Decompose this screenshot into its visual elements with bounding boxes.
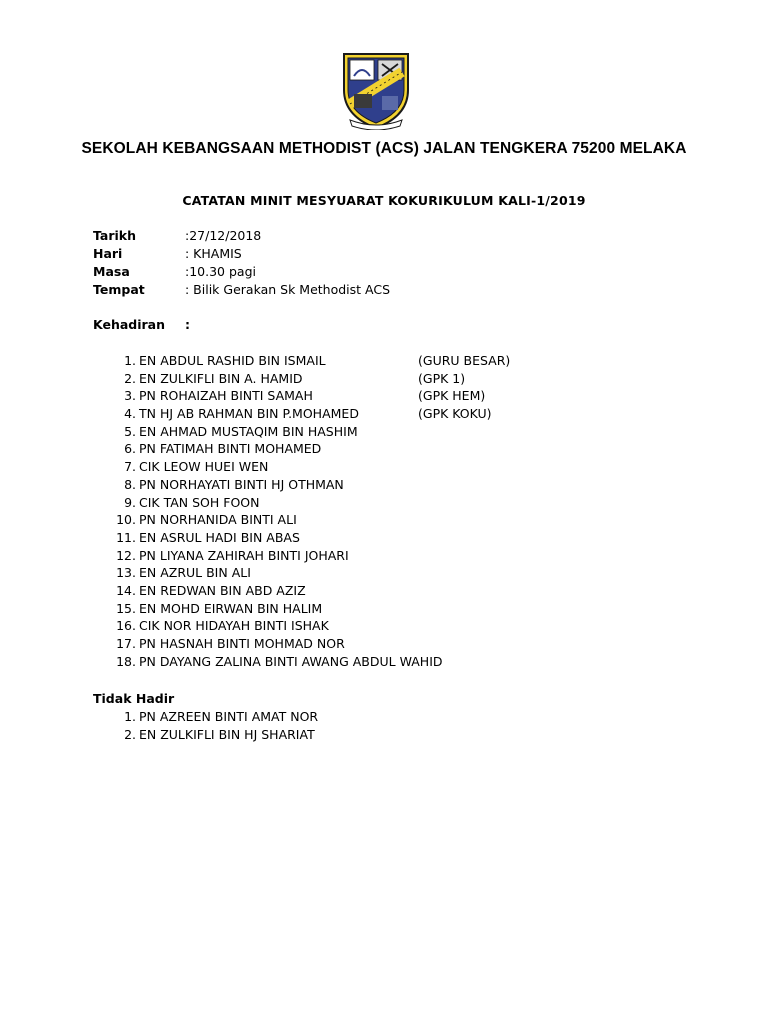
attendee-role: (GPK KOKU) <box>418 406 492 422</box>
item-number: 16. <box>116 618 136 634</box>
attendee-name: EN ASRUL HADI BIN ABAS <box>139 529 300 545</box>
item-number: 2. <box>124 726 136 742</box>
attendee-name: PN HASNAH BINTI MOHMAD NOR <box>139 636 345 651</box>
minutes-title: CATATAN MINIT MESYUARAT KOKURIKULUM KALI-1/2019 <box>182 193 586 208</box>
item-number: 1. <box>124 709 136 724</box>
attendance-colon: : <box>185 317 190 332</box>
attendee-name: EN AHMAD MUSTAQIM BIN HASHIM <box>139 423 358 439</box>
attendee-role: (GPK 1) <box>418 370 466 386</box>
attendance-label: Kehadiran <box>93 317 166 332</box>
item-number: 11. <box>116 529 136 545</box>
attendee-name: PN NORHAYATI BINTI HJ OTHMAN <box>139 476 344 492</box>
item-number: 8. <box>124 476 136 492</box>
attendee-name: CIK NOR HIDAYAH BINTI ISHAK <box>139 618 329 634</box>
absentee-name: EN ZULKIFLI BIN HJ SHARIAT <box>139 726 315 742</box>
attendee-name: TN HJ AB RAHMAN BIN P.MOHAMED <box>139 406 359 422</box>
item-number: 6. <box>124 441 136 457</box>
item-number: 4. <box>124 406 136 422</box>
school-crest-icon <box>340 50 412 130</box>
absent-heading: Tidak Hadir <box>93 691 175 706</box>
meta-value: : Bilik Gerakan Sk Methodist ACS <box>185 282 391 297</box>
attendee-name: EN MOHD EIRWAN BIN HALIM <box>139 600 323 616</box>
item-number: 17. <box>116 636 136 651</box>
attendee-name: PN FATIMAH BINTI MOHAMED <box>139 441 322 457</box>
meta-label: Tempat <box>93 282 145 297</box>
item-number: 7. <box>124 459 136 475</box>
attendee-name: CIK LEOW HUEI WEN <box>139 459 269 475</box>
attendee-role: (GPK HEM) <box>418 388 486 404</box>
item-number: 3. <box>124 388 136 404</box>
item-number: 12. <box>116 547 136 563</box>
item-number: 5. <box>124 423 136 439</box>
meta-label: Tarikh <box>93 228 137 243</box>
meta-value: :27/12/2018 <box>185 228 262 243</box>
meta-value: : KHAMIS <box>185 246 242 261</box>
attendee-role: (GURU BESAR) <box>418 353 511 368</box>
item-number: 18. <box>116 653 136 669</box>
item-number: 1. <box>124 353 136 368</box>
attendee-name: CIK TAN SOH FOON <box>139 494 260 510</box>
school-name: SEKOLAH KEBANGSAAN METHODIST (ACS) JALAN TENGKERA 75200 MELAKA <box>81 140 687 157</box>
item-number: 14. <box>116 582 136 598</box>
attendee-name: EN ZULKIFLI BIN A. HAMID <box>139 370 303 386</box>
attendee-name: PN DAYANG ZALINA BINTI AWANG ABDUL WAHID <box>139 653 443 669</box>
meta-value: :10.30 pagi <box>185 264 256 279</box>
meta-label: Hari <box>93 246 123 261</box>
attendee-name: PN NORHANIDA BINTI ALI <box>139 512 297 528</box>
item-number: 15. <box>116 600 136 616</box>
attendance-heading <box>93 317 190 332</box>
item-number: 10. <box>116 512 136 528</box>
attendee-name: EN AZRUL BIN ALI <box>139 565 251 581</box>
item-number: 2. <box>124 370 136 386</box>
item-number: 13. <box>116 565 136 581</box>
attendee-name: PN LIYANA ZAHIRAH BINTI JOHARI <box>139 547 349 563</box>
attendee-name: EN REDWAN BIN ABD AZIZ <box>139 582 306 598</box>
attendee-name: EN ABDUL RASHID BIN ISMAIL <box>139 353 326 368</box>
absentee-name: PN AZREEN BINTI AMAT NOR <box>139 709 319 724</box>
item-number: 9. <box>124 494 136 510</box>
meta-label: Masa <box>93 264 130 279</box>
attendee-name: PN ROHAIZAH BINTI SAMAH <box>139 388 313 404</box>
